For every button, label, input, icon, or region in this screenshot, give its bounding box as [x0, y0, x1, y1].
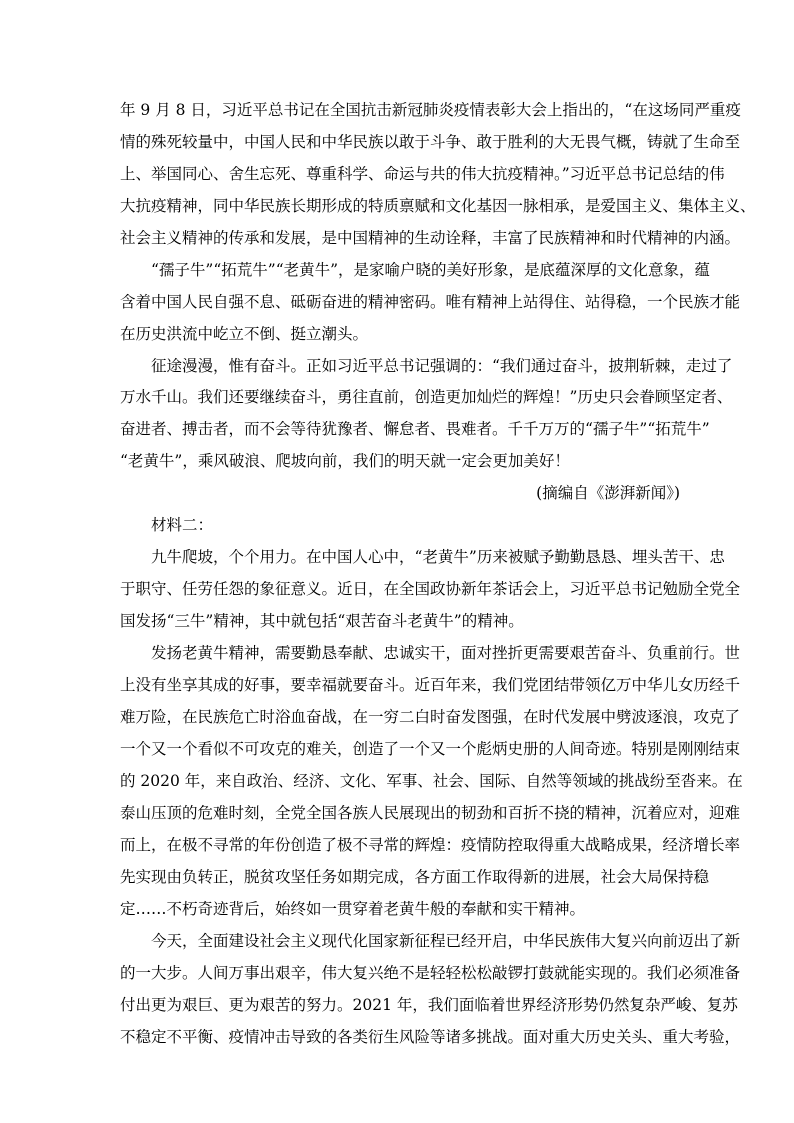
text-line: 含着中国人民自强不息、砥砺奋进的精神密码。唯有精神上站得住、站得稳，一个民族才能 — [120, 293, 741, 311]
text-line: 定……不朽奇迹背后，始终如一贯穿着老黄牛般的奉献和实干精神。 — [120, 900, 586, 918]
text-line: 大抗疫精神，同中华民族长期形成的特质禀赋和文化基因一脉相承，是爱国主义、集体主义、 — [120, 197, 756, 215]
text-line: “老黄牛”，乘风破浪、爬坡向前，我们的明天就一定会更加美好！ — [120, 452, 570, 470]
text-line: 国发扬“三牛”精神，其中就包括“艰苦奋斗老黄牛”的精神。 — [120, 612, 524, 630]
text-line: 的 2020 年，来自政治、经济、文化、军事、社会、国际、自然等领域的挑战纷至沓来。在 — [120, 772, 743, 790]
text-line: 的一大步。人间万事出艰辛，伟大复兴绝不是轻轻松松敲锣打鼓就能实现的。我们必须准备 — [120, 964, 741, 982]
text-line: 而上，在极不寻常的年份创造了极不寻常的辉煌：疫情防控取得重大战略成果，经济增长率 — [120, 836, 741, 854]
text-line: 社会主义精神的传承和发展，是中国精神的生动诠释，丰富了民族精神和时代精神的内涵。 — [120, 229, 741, 247]
source-note: (摘编自《澎湃新闻》) — [536, 484, 680, 502]
text-line: 九牛爬坡，个个用力。在中国人心中，“老黄牛”历来被赋予勤勤恳恳、埋头苦干、忠 — [151, 548, 725, 566]
text-line: 在历史洪流中屹立不倒、挺立潮头。 — [120, 325, 369, 343]
text-line: 上、举国同心、舍生忘死、尊重科学、命运与共的伟大抗疫精神。”习近平总书记总结的伟 — [120, 165, 725, 183]
section-heading: 材料二： — [151, 516, 214, 534]
text-line: “孺子牛”“拓荒牛”“老黄牛”，是家喻户晓的美好形象，是底蕴深厚的文化意象，蕴 — [151, 261, 711, 279]
text-line: 今天，全面建设社会主义现代化国家新征程已经开启，中华民族伟大复兴向前迈出了新 — [151, 932, 741, 950]
text-line: 于职守、任劳任怨的象征意义。近日，在全国政协新年茶话会上，习近平总书记勉励全党全 — [120, 580, 741, 598]
text-line: 一个又一个看似不可攻克的难关，创造了一个又一个彪炳史册的人间奇迹。特别是刚刚结束 — [120, 740, 741, 758]
text-line: 先实现由负转正，脱贫攻坚任务如期完成，各方面工作取得新的进展，社会大局保持稳 — [120, 868, 710, 886]
text-line: 泰山压顶的危难时刻，全党全国各族人民展现出的韧劲和百折不挠的精神，沉着应对，迎难 — [120, 804, 741, 822]
text-line: 情的殊死较量中，中国人民和中华民族以敢于斗争、敢于胜利的大无畏气概，铸就了生命至 — [120, 133, 741, 151]
text-line: 难万险，在民族危亡时浴血奋战，在一穷二白时奋发图强，在时代发展中劈波逐浪，攻克了 — [120, 708, 741, 726]
text-line: 征途漫漫，惟有奋斗。正如习近平总书记强调的：“我们通过奋斗，披荆斩棘，走过了 — [151, 357, 733, 375]
text-line: 上没有坐享其成的好事，要幸福就要奋斗。近百年来，我们党团结带领亿万中华儿女历经千 — [120, 676, 741, 694]
text-line: 不稳定不平衡、疫情冲击导致的各类衍生风险等诸多挑战。面对重大历史关头、重大考验， — [120, 1028, 741, 1046]
text-line: 奋进者、搏击者，而不会等待犹豫者、懈怠者、畏难者。千千万万的“孺子牛”“拓荒牛” — [120, 420, 710, 438]
text-line: 万水千山。我们还要继续奋斗，勇往直前，创造更加灿烂的辉煌！”历史只会眷顾坚定者、 — [120, 388, 733, 406]
text-line: 年 9 月 8 日，习近平总书记在全国抗击新冠肺炎疫情表彰大会上指出的，“在这场同严重疫 — [120, 101, 741, 119]
text-line: 付出更为艰巨、更为艰苦的努力。2021 年，我们面临着世界经济形势仍然复杂严峻、复苏 — [120, 996, 738, 1014]
text-line: 发扬老黄牛精神，需要勤恳奉献、忠诚实干，面对挫折更需要艰苦奋斗、负重前行。世 — [151, 644, 741, 662]
